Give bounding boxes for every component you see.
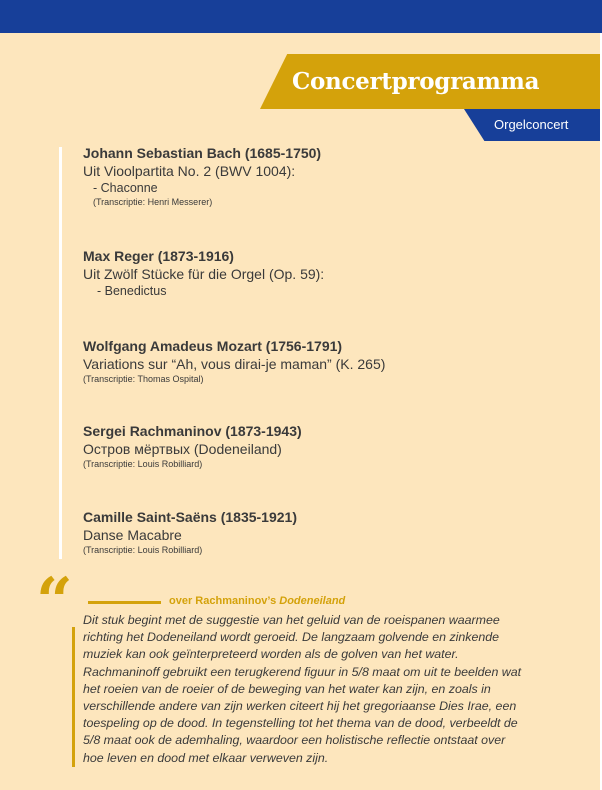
quote-heading — [169, 594, 345, 608]
work-title: Variations sur “Ah, vous dirai-je maman” (K. 265) — [83, 356, 386, 372]
transcription-note: (Transcriptie: Henri Messerer) — [93, 197, 213, 207]
page-title: Concertprogramma — [292, 68, 540, 95]
top-bar — [0, 0, 602, 33]
quote-mark-icon: “ — [36, 564, 67, 639]
page-subtitle: Orgelconcert — [494, 117, 569, 132]
work-title: Danse Macabre — [83, 527, 182, 543]
quote-body: Dit stuk begint met de suggestie van het geluid van de roeispanen waarmee richting het Dodeneiland wordt geroeid. De langzaam golvende en zinkende muziek kan ook geïnterpreteerd worden als de golven van het water. Rachmaninoff gebruikt een terugkerend figuur in 5/8 maat om uit te beelden wat het roeien van de roeier of de beweging van het water kan zijn, en zoals in verschillende andere van zijn werken citeert hij het gregoriaanse Dies Irae, een toespeling op de dood. In tegenstelling tot het thema van de dood, verbeeldt de 5/8 maat ook de ademhaling, waardoor een holistische reflectie ontstaat over hoe leven en dood met elkaar verweven zijn. — [83, 613, 522, 765]
work-title: Остров мëртвых (Dodeneiland) — [83, 441, 282, 457]
program-item-bach — [83, 144, 321, 209]
program-item-reger — [83, 247, 324, 299]
work-title: Uit Zwölf Stücke für die Orgel (Op. 59): — [83, 266, 325, 282]
program-divider-line — [59, 147, 62, 559]
quote-side-line — [72, 627, 75, 767]
composer-name: Sergei Rachmaninov (1873-1943) — [83, 423, 302, 439]
transcription-note: (Transcriptie: Louis Robilliard) — [83, 459, 203, 469]
work-title: Uit Vioolpartita No. 2 (BWV 1004): — [83, 163, 296, 179]
composer-name: Max Reger (1873-1916) — [83, 248, 234, 264]
composer-name: Camille Saint-Saëns (1835-1921) — [83, 509, 297, 525]
composer-name: Johann Sebastian Bach (1685-1750) — [83, 145, 322, 161]
program-item-mozart — [83, 337, 385, 386]
movement-title: - Benedictus — [97, 284, 167, 298]
composer-name: Wolfgang Amadeus Mozart (1756-1791) — [83, 338, 343, 354]
quote-heading-prefix: over Rachmaninov’s — [169, 595, 280, 607]
transcription-note: (Transcriptie: Thomas Ospital) — [83, 374, 204, 384]
program-item-rachmaninov — [83, 422, 302, 471]
movement-title: - Chaconne — [93, 181, 158, 195]
transcription-note: (Transcriptie: Louis Robilliard) — [83, 545, 203, 555]
program-item-saint-saens — [83, 508, 297, 557]
quote-heading-rule — [88, 601, 161, 604]
quote-heading-emphasis: Dodeneiland — [279, 595, 346, 607]
